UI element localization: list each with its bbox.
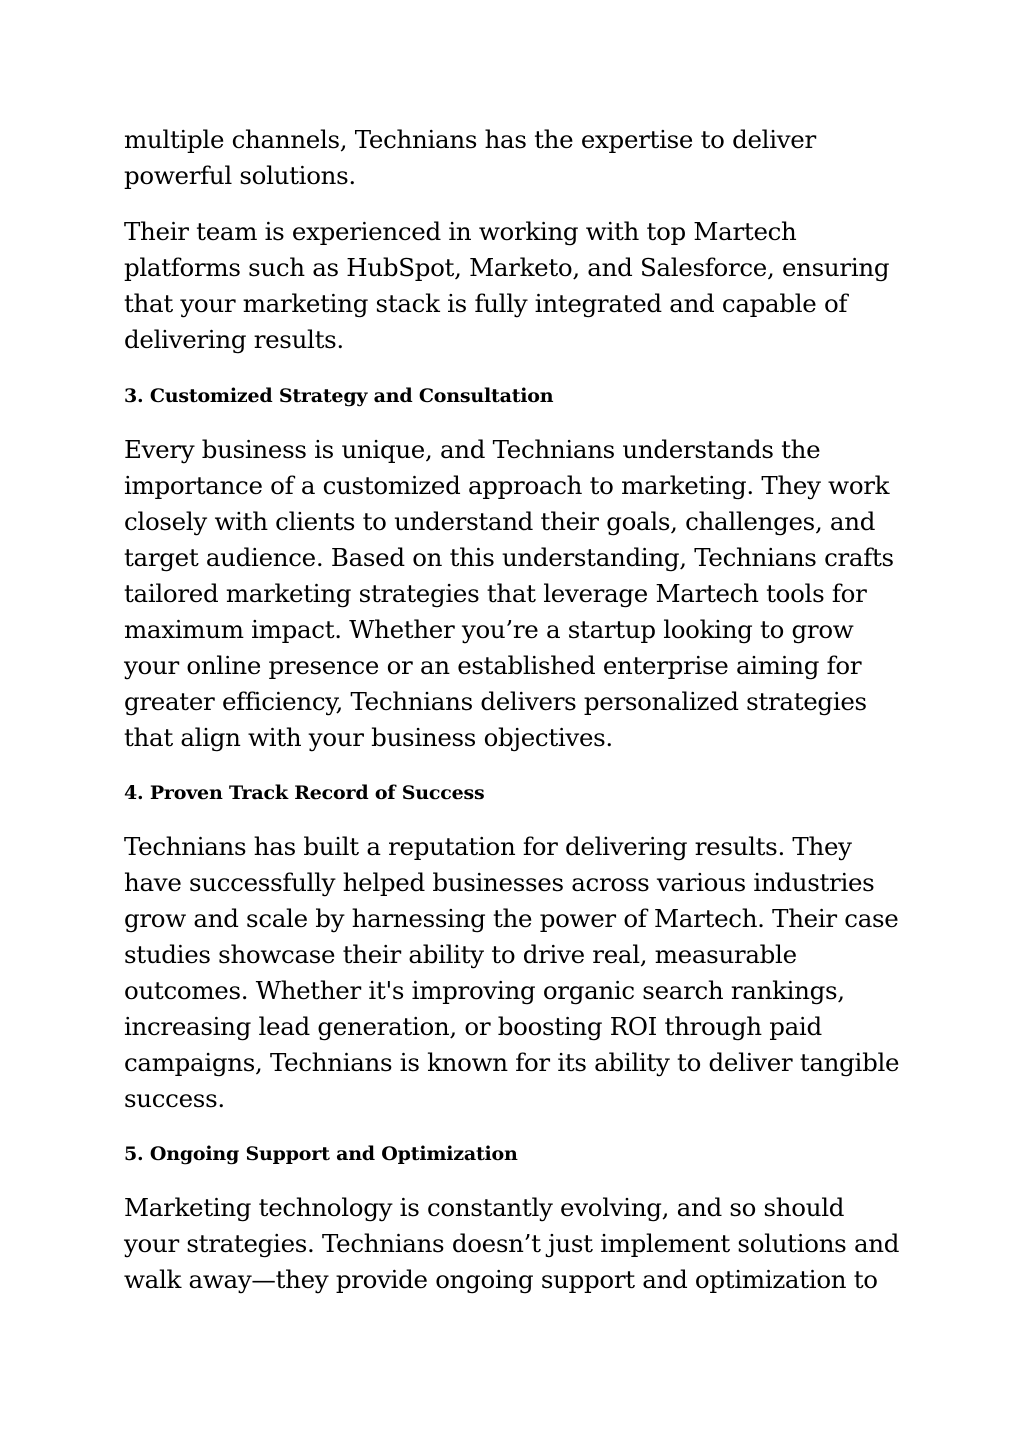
- paragraph-ongoing-support: [124, 1190, 914, 1298]
- text-line: grow and scale by harnessing the power of Martech. Their case: [124, 904, 899, 933]
- paragraph-track-record: [124, 829, 914, 1117]
- text-line: that your marketing stack is fully integrated and capable of: [124, 289, 848, 318]
- text-line: walk away—they provide ongoing support and optimization to: [124, 1265, 878, 1294]
- text-line: campaigns, Technians is known for its ability to deliver tangible: [124, 1048, 900, 1077]
- text-line: increasing lead generation, or boosting ROI through paid: [124, 1012, 822, 1041]
- text-line: your strategies. Technians doesn’t just implement solutions and: [124, 1229, 900, 1258]
- text-line: your online presence or an established enterprise aiming for: [124, 651, 862, 680]
- text-line: closely with clients to understand their goals, challenges, and: [124, 507, 876, 536]
- text-line: powerful solutions.: [124, 161, 356, 190]
- text-line: importance of a customized approach to marketing. They work: [124, 471, 890, 500]
- section-heading-track-record: 4. Proven Track Record of Success: [124, 782, 485, 804]
- text-line: outcomes. Whether it's improving organic search rankings,: [124, 976, 845, 1005]
- text-line: target audience. Based on this understanding, Technians crafts: [124, 543, 894, 572]
- text-line: tailored marketing strategies that leverage Martech tools for: [124, 579, 867, 608]
- section-heading-customized-strategy: 3. Customized Strategy and Consultation: [124, 385, 554, 407]
- text-line: platforms such as HubSpot, Marketo, and Salesforce, ensuring: [124, 253, 890, 282]
- text-line: maximum impact. Whether you’re a startup looking to grow: [124, 615, 854, 644]
- text-line: success.: [124, 1084, 225, 1113]
- text-line: that align with your business objectives.: [124, 723, 613, 752]
- text-line: multiple channels, Technians has the expertise to deliver: [124, 125, 816, 154]
- text-line: Marketing technology is constantly evolving, and so should: [124, 1193, 845, 1222]
- paragraph-intro-continued: [124, 122, 914, 194]
- text-line: have successfully helped businesses across various industries: [124, 868, 875, 897]
- text-line: greater efficiency, Technians delivers personalized strategies: [124, 687, 867, 716]
- text-line: Their team is experienced in working with top Martech: [124, 217, 797, 246]
- text-line: Technians has built a reputation for delivering results. They: [124, 832, 852, 861]
- text-line: studies showcase their ability to drive real, measurable: [124, 940, 797, 969]
- text-line: delivering results.: [124, 325, 344, 354]
- section-heading-ongoing-support: 5. Ongoing Support and Optimization: [124, 1143, 518, 1165]
- paragraph-customized-strategy: [124, 432, 914, 756]
- paragraph-martech-platforms: [124, 214, 914, 358]
- text-line: Every business is unique, and Technians understands the: [124, 435, 821, 464]
